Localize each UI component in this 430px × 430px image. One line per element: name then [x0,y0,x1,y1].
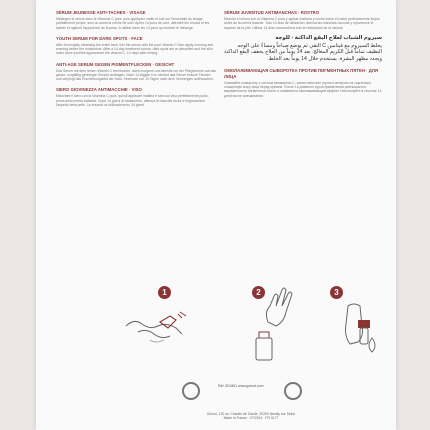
block-title: سيروم الشباب لعلاج البقع الداكنة - للوجه [275,34,382,41]
step-number: 3 [330,286,343,299]
block-text: Mezclar el sérum con la Vitamina C pura y aplicar mañana y noche sobre el rostro perfectamente limpio antes de la crema tratante. Tras 14 días de utilización, atenúa las manchas oscuras y rejuvenece el aspecto de la piel. Utilizar 14 días consecutivos tras la realización de la mezcla. [224,16,380,30]
usage-steps [110,286,390,366]
text-block-es [224,10,382,30]
step-number: 2 [252,286,265,299]
right-column [224,10,382,104]
block-text: يخلط السيروم مع فيتامين C النقي ثم يوضع صباحاً ومساءً على الوجه النظيف تماماً قبل الكريم المعالج. بعد 14 يوماً من العلاج يخفف البقع الداكنة ويجدد مظهر البشرة. يستخدم خلال 14 يوماً بعد الخلط. [224,42,382,62]
footer [146,376,356,426]
block-text: Miscelare il siero con la Vitamina C pura, quindi applicare mattino e sera sul viso perfettamente pulito, prima della crema trattante. Dopo 14 giorni di trattamento, attenua le macchie scure e ringiovanisce l'aspetto della pelle. La miscela va utilizzata entro 14 giorni. [56,94,209,107]
company-address: Guinot, 120 av. Charles de Gaulle, 92200 Neuilly sur Seine [206,412,296,416]
made-in-text: Made in France · 07/2014 · FR 0177 [223,416,279,421]
block-title: ANTI-AGE SERUM GEGEN PIGMENTFLECKEN · GESICHT [56,61,175,67]
green-dot-icon [284,382,302,400]
reference-text: Réf. 501551 www.guinot.com [218,384,264,388]
text-block-it [56,87,216,107]
block-title: SÉRUM JUVENTUD ANTIMANCHAS · ROSTRO [224,10,320,15]
block-title: SÉRUM JEUNESSE ANTI-TACHES · VISAGE [56,10,146,15]
block-text: Смешайте сыворотку с чистым витамином С, затем нанесите утром и вечером на тщательно очищенную кожу лица перед кремом. После 14-дневного курса применения уменьшается выраженность пигментных пятен и появляется омолаживающий эффект. Используйте в течение 14 дней после смешивания. [224,80,382,98]
address-line [146,412,356,421]
block-text: After thoroughly cleansing the entire face, mix the serum with the pure Vitamin C then apply morning and evening before the moisturizer. After a 14-day treatment course, dark spots are re-absorbed and the skin looks more youthful appearance the vitamin C. 14 days after mixing. [56,42,214,56]
text-block-fr [56,10,216,30]
hand-twist-icon [120,298,200,348]
text-block-en [56,36,216,56]
block-text: Mélangez le sérum avec la Vitamine C pure, puis appliquez matin et soir sur l'ensemble du visage parfaitement propre, seul ou avant la crème de soin. Après 14 jours de cure, attendre les brunes et les taches et rajeunit l'apparence de la peau. A utiliser dans les 14 jours qui suivent le mélange. [56,16,210,30]
recycle-icon [182,382,200,400]
block-text: Das Serum mit dem reinen Vitamin C vermischen, dann morgens und abends vor der Pflegecreme auf das ganze, sorgfältig gereinigte Gesicht auftragen. Nach 14-tägiger Kur mindert das Serum braune Flecken und verjüngt das Erscheinungsbild der Haut. Innerhalb von 14 Tagen nach dem Vermengen aufbrauchen. [56,68,216,82]
product-leaflet [36,0,396,430]
bottle-hand-icon [248,282,300,362]
step-number: 1 [158,286,171,299]
text-block-ru [224,68,382,98]
text-block-ar [224,36,382,63]
block-title: ОМОЛАЖИВАЮЩАЯ СЫВОРОТКА ПРОТИВ ПИГМЕНТНЫХ ПЯТЕН · ДЛЯ ЛИЦА [224,68,378,79]
block-title: YOUTH SERUM FOR DARK SPOTS · FACE [56,35,143,41]
left-column [56,10,216,113]
block-title: SIERO GIOVINEZZA ANTIMACCHIE · VISO [56,87,142,93]
pipette-drop-icon [340,296,390,356]
text-block-de [56,62,216,82]
